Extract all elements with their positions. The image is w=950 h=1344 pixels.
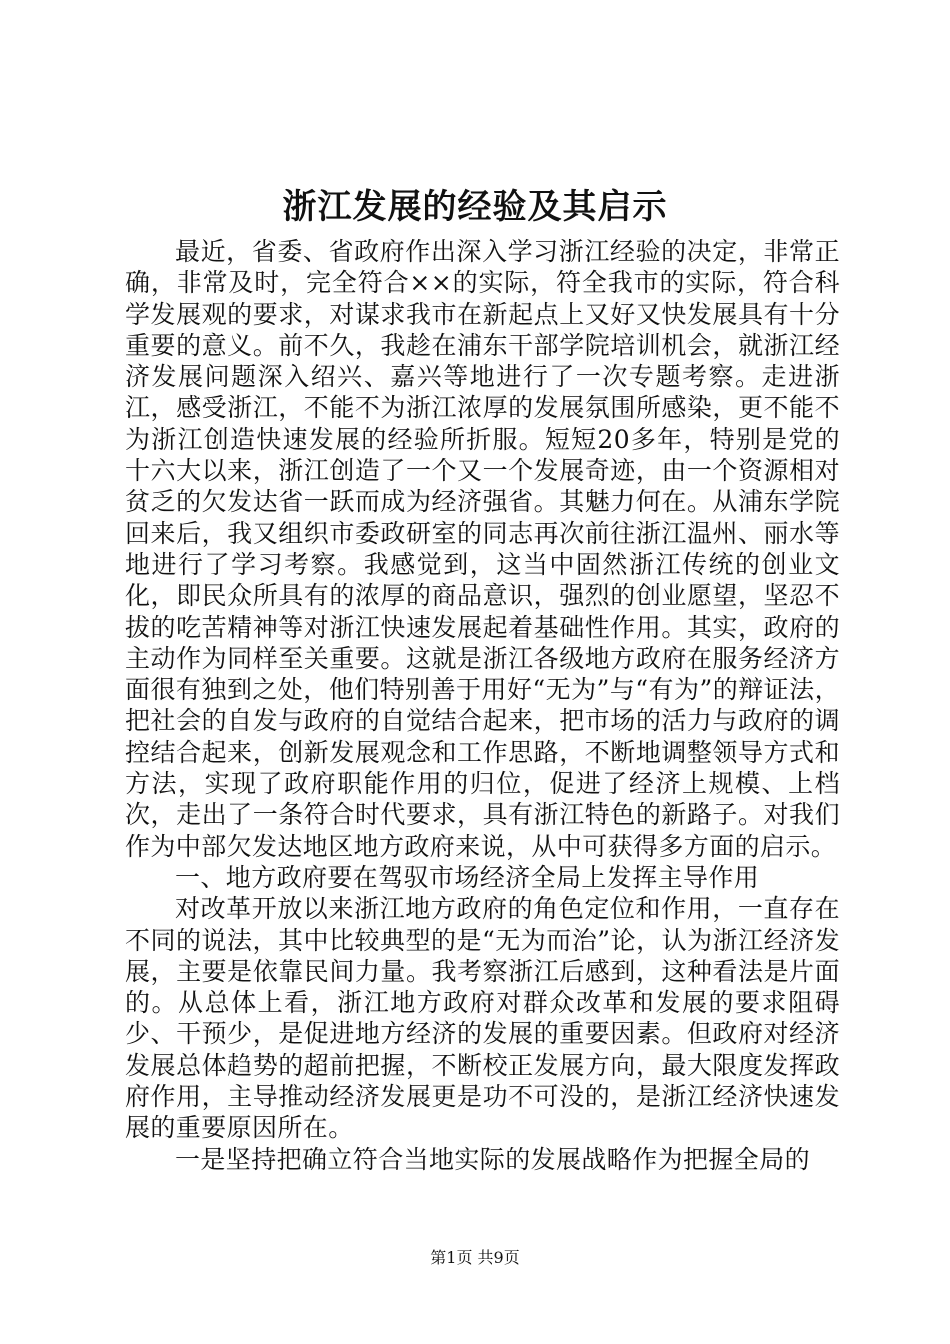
document-title: 浙江发展的经验及其启示 [282,187,668,227]
document-body [125,236,840,1175]
section-heading-1: 一、地方政府要在驾驭市场经济全局上发挥主导作用 [175,862,760,892]
paragraph-intro: 最近，省委、省政府作出深入学习浙江经验的决定，非常正确，非常及时，完全符合××的实际，符全我市的实际，符合科学发展观的要求，对谋求我市在新起点上又好又快发展具有十分重要的意义。前不久，我趁在浦东干部学院培训机会，就浙江经济发展问题深入绍兴、嘉兴等地进行了一次专题考察。走进浙江，感受浙江，不能不为浙江浓厚的发展氛围所感染，更不能不为浙江创造快速发展的经验所折服。短短20多年，特别是党的十六大以来，浙江创造了一个又一个发展奇迹，由一个资源相对贫乏的欠发达省一跃而成为经济强省。其魅力何在。从浦东学院回来后，我又组织市委政研室的同志再次前往浙江温州、丽水等地进行了学习考察。我感觉到，这当中固然浙江传统的创业文化，即民众所具有的浓厚的商品意识，强烈的创业愿望，坚忍不拔的吃苦精神等对浙江快速发展起着基础性作用。其实，政府的主动作为同样至关重要。这就是浙江各级地方政府在服务经济方面很有独到之处，他们特别善于用好“无为”与“有为”的辩证法，把社会的自发与政府的自觉结合起来，把市场的活力与政府的调控结合起来，创新发展观念和工作思路，不断地调整领导方式和方法，实现了政府职能作用的归位，促进了经济上规模、上档次，走出了一条符合时代要求，具有浙江特色的新路子。对我们作为中部欠发达地区地方政府来说，从中可获得多方面的启示。 [125,237,840,861]
page-number-footer: 第1页 共9页 [430,1248,520,1267]
paragraph-point-1: 一是坚持把确立符合当地实际的发展战略作为把握全局的 [175,1144,811,1174]
paragraph-section-1: 对改革开放以来浙江地方政府的角色定位和作用，一直存在不同的说法，其中比较典型的是“无为而治”论，认为浙江经济发展，主要是依靠民间力量。我考察浙江后感到，这种看法是片面的。从总体上看，浙江地方政府对群众改革和发展的要求阻碍少、干预少，是促进地方经济的发展的重要因素。但政府对经济发展总体趋势的超前把握，不断校正发展方向，最大限度发挥政府作用，主导推动经济发展更是功不可没的，是浙江经济快速发展的重要原因所在。 [125,894,840,1143]
